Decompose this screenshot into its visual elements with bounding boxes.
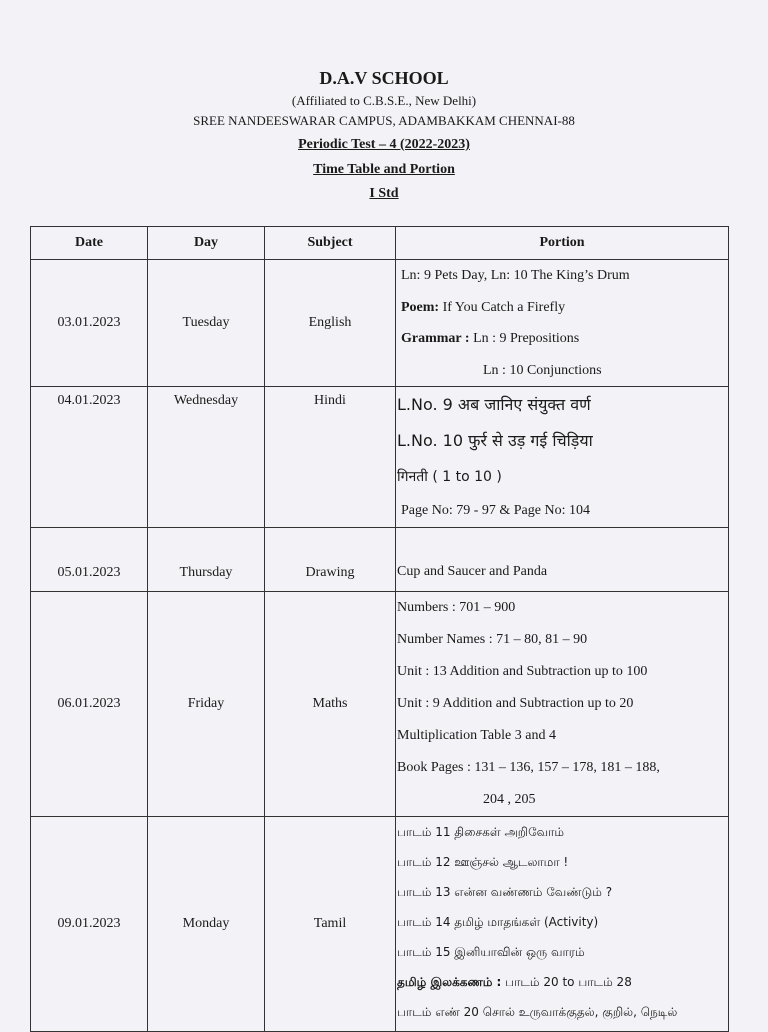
test-title: Periodic Test – 4 (2022-2023) <box>298 137 470 152</box>
portion-cell <box>396 527 729 591</box>
portion-cell <box>396 591 729 816</box>
day-cell: Thursday <box>148 527 265 591</box>
date-cell: 04.01.2023 <box>31 387 148 528</box>
portion-line: L.No. 9 अब जानिए संयुक्त वर्ण <box>397 395 591 414</box>
grammar-text: பாடம் 20 to பாடம் 28 <box>501 974 632 989</box>
date-cell: 03.01.2023 <box>31 260 148 387</box>
portion-line: பாடம் 15 இனியாவின் ஒரு வாரம் <box>397 944 585 959</box>
affiliation: (Affiliated to C.B.S.E., New Delhi) <box>291 93 477 108</box>
poem-text: If You Catch a Firefly <box>439 299 566 315</box>
day-cell: Wednesday <box>148 387 265 528</box>
column-header-date: Date <box>31 227 148 260</box>
portion-cell <box>396 260 729 387</box>
timetable-title: Time Table and Portion <box>313 162 455 177</box>
portion-line: L.No. 10 फुर्र से उड़ गई चिड़िया <box>397 431 593 450</box>
portion-line: Ln: 9 Pets Day, Ln: 10 The King’s Drum <box>401 268 630 283</box>
subject-cell: Hindi <box>265 387 396 528</box>
school-name: D.A.V SCHOOL <box>319 68 449 88</box>
portion-line: பாடம் 12 ஊஞ்சல் ஆடலாமா ! <box>397 854 569 869</box>
portion-line: பாடம் 14 தமிழ் மாதங்கள் (Activity) <box>397 914 599 929</box>
portion-line: Page No: 79 - 97 & Page No: 104 <box>401 503 590 518</box>
portion-line: Multiplication Table 3 and 4 <box>397 727 556 743</box>
portion-line <box>397 967 728 997</box>
portion-line: பாடம் 11 திசைகள் அறிவோம் <box>397 824 565 839</box>
date-cell: 06.01.2023 <box>31 591 148 816</box>
table-header-row <box>31 227 729 260</box>
table-row <box>31 816 729 1031</box>
portion-line: Unit : 13 Addition and Subtraction up to 100 <box>397 663 648 679</box>
poem-label: Poem: <box>401 299 440 315</box>
subject-cell: Drawing <box>265 527 396 591</box>
campus-address: SREE NANDEESWARAR CAMPUS, ADAMBAKKAM CHENNAI-88 <box>193 113 575 128</box>
column-header-day: Day <box>148 227 265 260</box>
column-header-portion: Portion <box>396 227 729 260</box>
grammar-text: Ln : 9 Prepositions <box>469 331 580 346</box>
portion-line: Ln : 10 Conjunctions <box>483 362 602 378</box>
portion-line: பாடம் எண் 20 சொல் உருவாக்குதல், குறில், நெடில் <box>397 1004 678 1019</box>
portion-line: 204 , 205 <box>483 791 536 807</box>
portion-cell <box>396 816 729 1031</box>
standard-label: I Std <box>369 186 399 201</box>
day-cell: Tuesday <box>148 260 265 387</box>
table-row <box>31 527 729 591</box>
day-cell: Monday <box>148 816 265 1031</box>
subject-cell: Maths <box>265 591 396 816</box>
portion-line: பாடம் 13 என்ன வண்ணம் வேண்டும் ? <box>397 884 613 899</box>
table-row <box>31 591 729 816</box>
portion-line <box>401 323 728 355</box>
subject-cell: Tamil <box>265 816 396 1031</box>
timetable <box>30 226 729 1032</box>
portion-line: Number Names : 71 – 80, 81 – 90 <box>397 631 588 647</box>
subject-cell: English <box>265 260 396 387</box>
portion-line: गिनती ( 1 to 10 ) <box>397 469 502 485</box>
portion-cell <box>396 387 729 528</box>
grammar-label: தமிழ் இலக்கணம் : <box>397 974 502 989</box>
grammar-label: Grammar : <box>401 331 470 346</box>
portion-line: Cup and Saucer and Panda <box>397 564 548 579</box>
date-cell: 09.01.2023 <box>31 816 148 1031</box>
portion-line: Numbers : 701 – 900 <box>397 599 516 615</box>
table-row <box>31 260 729 387</box>
date-cell: 05.01.2023 <box>31 527 148 591</box>
portion-line: Unit : 9 Addition and Subtraction up to 20 <box>397 695 634 711</box>
portion-line <box>401 292 728 324</box>
column-header-subject: Subject <box>265 227 396 260</box>
table-row <box>31 387 729 528</box>
portion-line: Book Pages : 131 – 136, 157 – 178, 181 – 188, <box>397 759 660 775</box>
day-cell: Friday <box>148 591 265 816</box>
